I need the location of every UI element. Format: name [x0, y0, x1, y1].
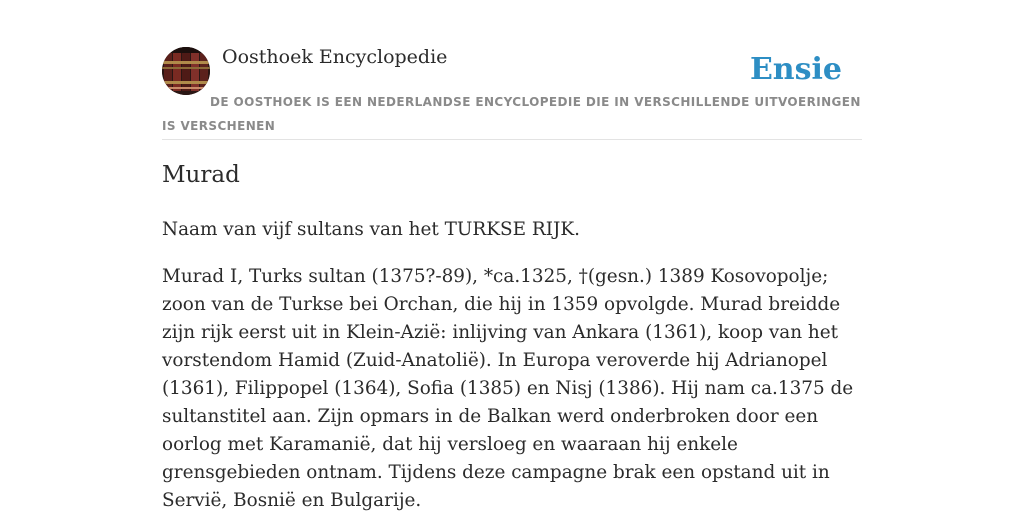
brand-logo[interactable]: Ensie [749, 52, 842, 87]
site-title[interactable]: Oosthoek Encyclopedie [222, 46, 448, 68]
page-container [162, 0, 862, 511]
site-tagline: DE OOSTHOEK IS EEN NEDERLANDSE ENCYCLOPEDIE DIE IN VERSCHILLENDE UITVOERINGEN IS VERSCHENEN [162, 95, 861, 133]
article-paragraph: Naam van vijf sultans van het TURKSE RIJK. [162, 219, 580, 240]
article-title: Murad [162, 162, 240, 188]
article-paragraph: Murad I, Turks sultan (1375?-89), *ca.1325, †(gesn.) 1389 Kosovopolje; zoon van de Turkse bei Orchan, die hij in 1359 opvolgde. Murad breidde zijn rijk eerst uit in Klein-Azië: inlijving van Ankara (1361), koop van het vorstendom Hamid (Zuid-Anatolië). In Europa veroverde hij Adrianopel (1361), Filippopel (1364), Sofia (1385) en Nisj (1386). Hij nam ca.1375 de sultanstitel aan. Zijn opmars in de Balkan werd onderbroken door een oorlog met Karamanië, dat hij versloeg en waaraan hij enkele grensgebieden ontnam. Tijdens deze campagne brak een opstand uit in Servië, Bosnië en Bulgarije. [162, 266, 854, 511]
book-spines-icon[interactable] [162, 47, 210, 95]
site-header [162, 0, 862, 140]
